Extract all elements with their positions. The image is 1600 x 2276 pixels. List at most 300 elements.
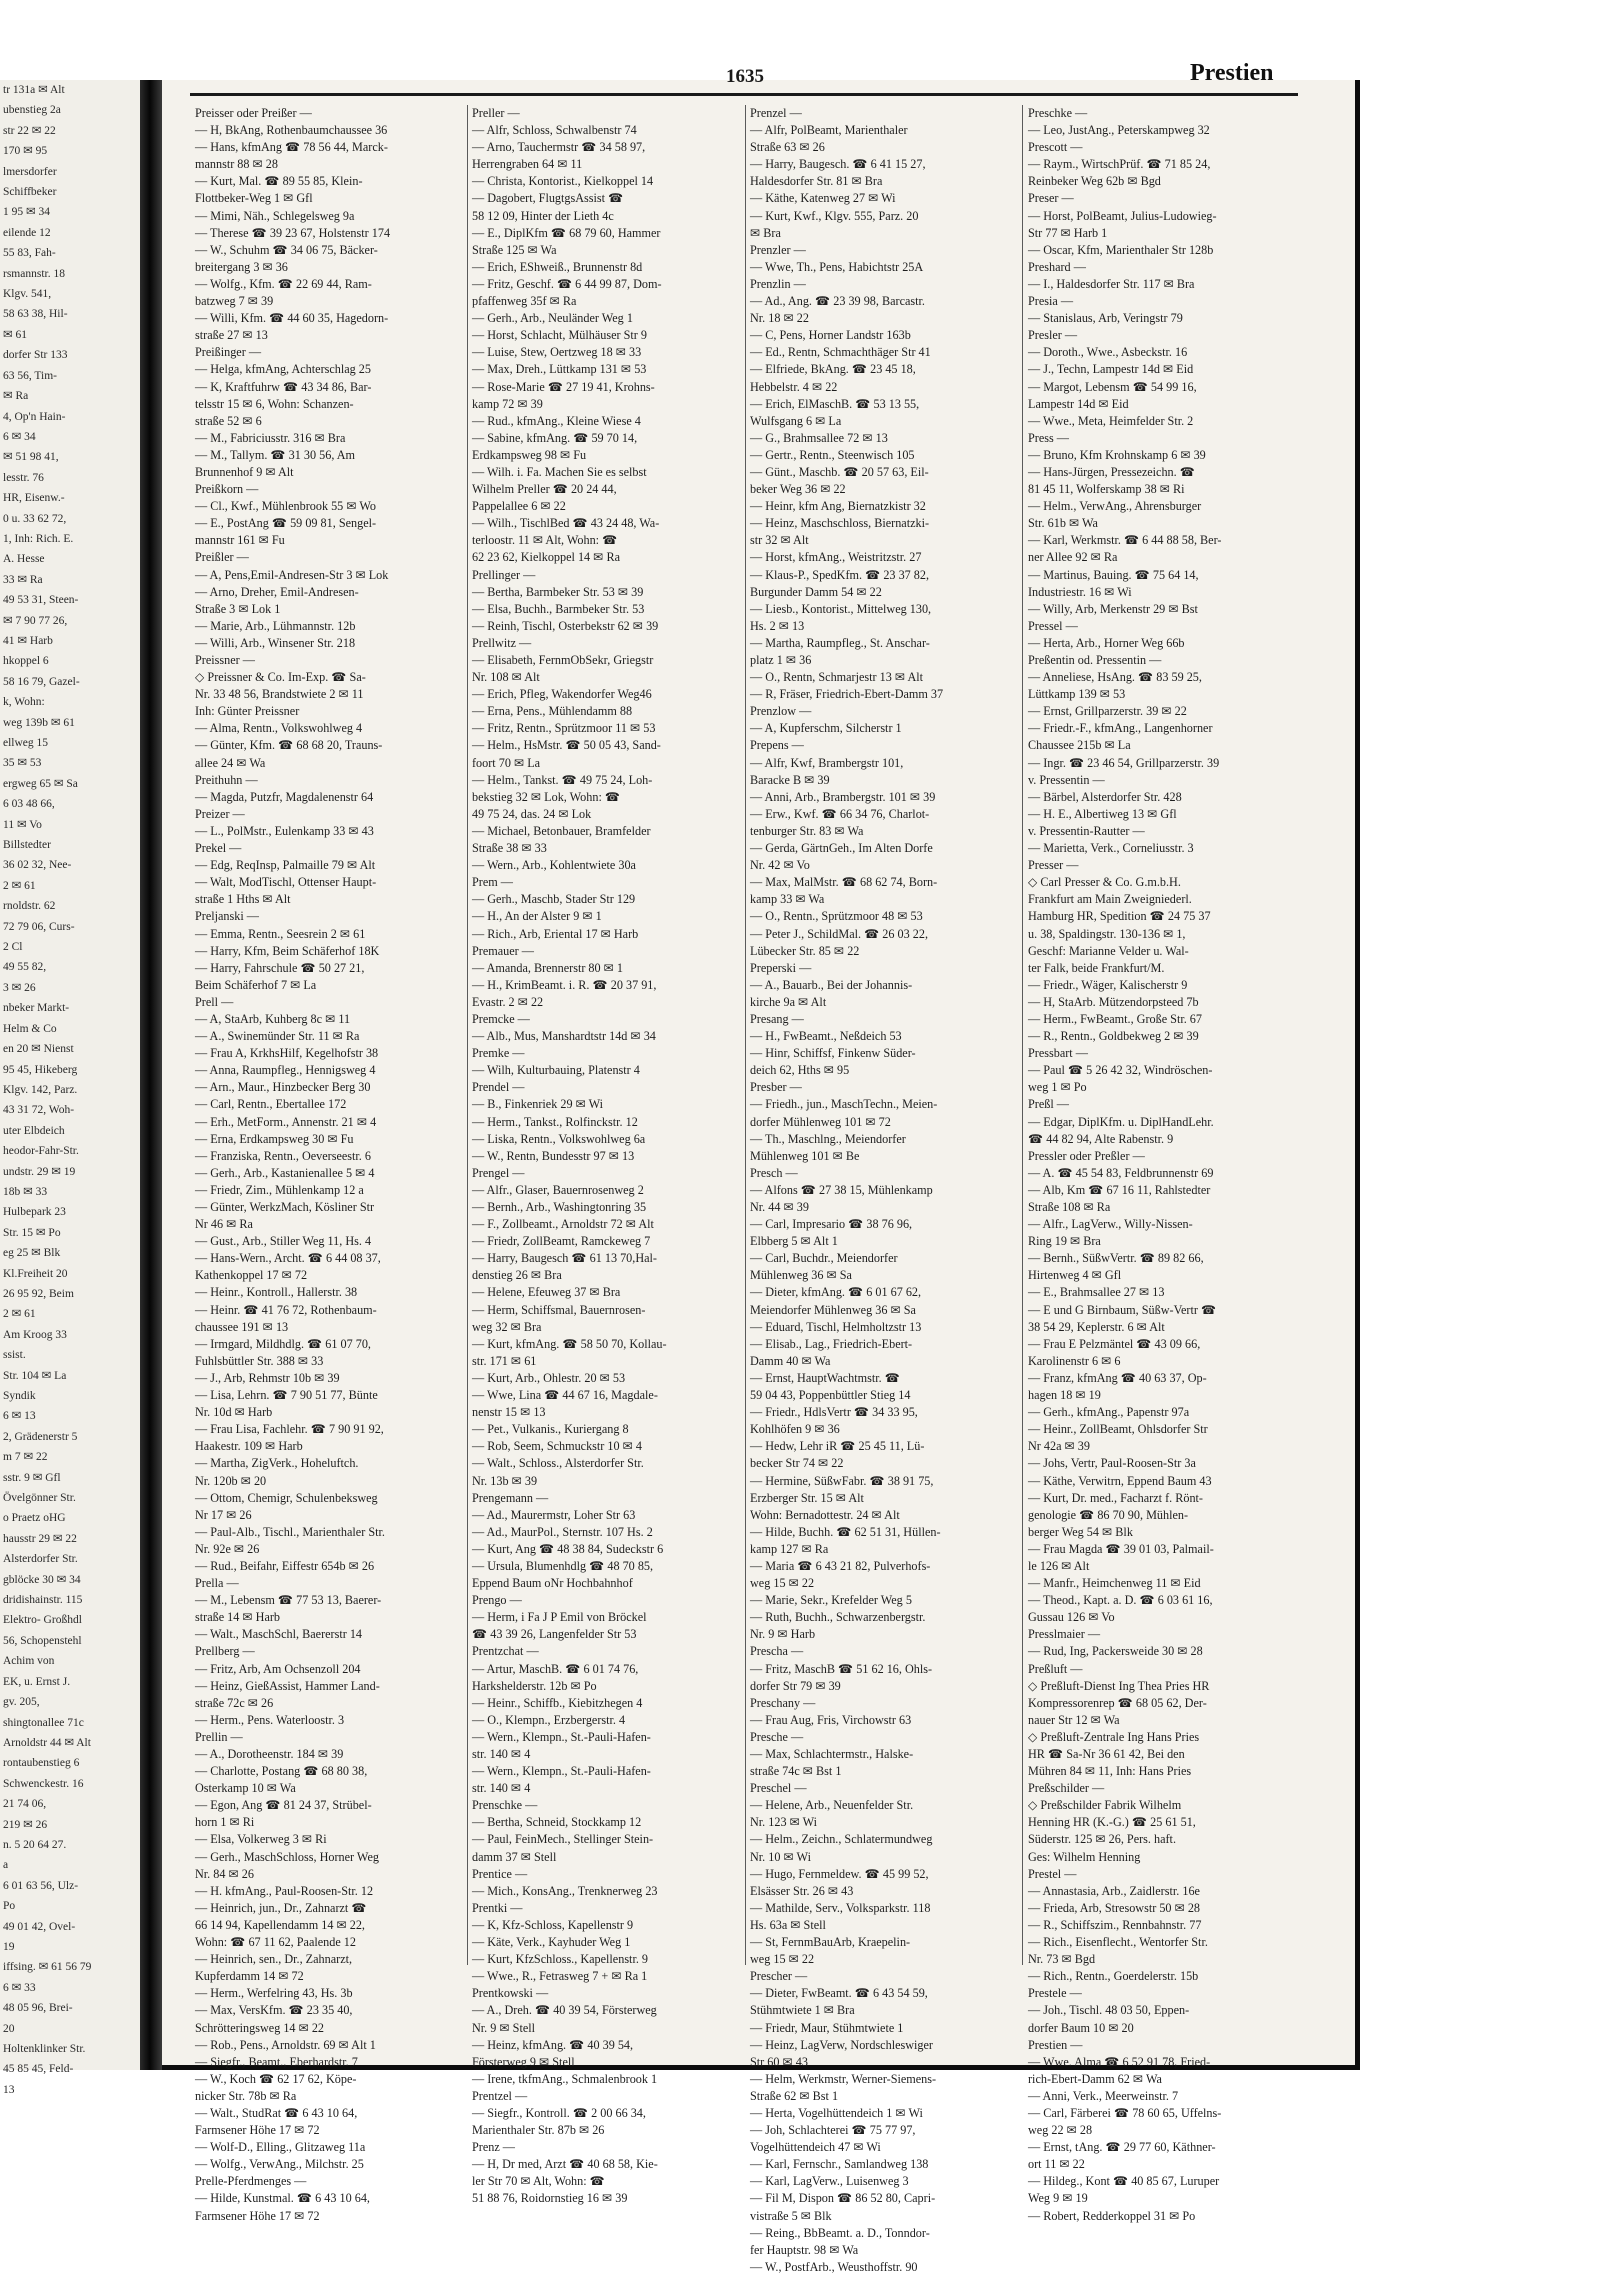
directory-entry-line: — Kurt, Arb., Ohlestr. 20 ✉ 53 [472,1370,626,1385]
directory-entry-line: — Paul-Alb., Tischl., Marienthaler Str. [195,1524,385,1539]
directory-entry-line: — Gertr., Rentn., Steenwisch 105 [750,447,915,462]
left-page-fragment: 49 53 31, Steen- [3,594,79,607]
directory-entry-line: Chaussee 215b ✉ La [1028,738,1131,753]
directory-entry-line: mannstr 161 ✉ Fu [195,533,285,548]
directory-entry-line: — Artur, MaschB. ☎ 6 01 74 76, [472,1661,639,1676]
directory-entry-line: Harkshelderstr. 12b ✉ Po [472,1678,597,1693]
directory-entry-line: — O., Rentn., Sprützmoor 48 ✉ 53 [750,909,923,924]
left-page-fragment: eg 25 ✉ Blk [3,1247,61,1260]
directory-entry-line: Reinbeker Weg 62b ✉ Bgd [1028,174,1161,189]
directory-entry-line: Preizer — [195,806,245,821]
directory-entry-line: — Marie, Arb., Lühmannstr. 12b [195,618,356,633]
directory-entry-line: — Anni, Arb., Brambergstr. 101 ✉ 39 [750,789,936,804]
directory-entry-line: — Wilh., TischlBed ☎ 43 24 48, Wa- [472,516,660,531]
left-page-fragment: Hulbepark 23 [3,1206,66,1219]
directory-entry-line: — Wwe, Lina ☎ 44 67 16, Magdale- [472,1388,658,1403]
left-page-fragment: 58 63 38, Hil- [3,308,68,321]
directory-entry-line: Burgunder Damm 54 ✉ 22 [750,584,882,599]
directory-entry-line: — Friedr, Zim., Mühlenkamp 12 a [195,1182,364,1197]
directory-entry-line: — Helm., Zeichn., Schlatermundweg [750,1832,933,1847]
directory-entry-line: Marienthaler Str. 87b ✉ 26 [472,2123,605,2138]
directory-entry-line: — Pet., Vulkanis., Kuriergang 8 [472,1422,629,1437]
directory-entry-line: Prenzel — [750,106,802,120]
directory-entry-line: tenburger Str. 83 ✉ Wa [750,823,864,838]
directory-entry-line: Lampestr 14d ✉ Eid [1028,396,1129,411]
left-page-fragment: 49 55 82, [3,961,47,974]
directory-entry-line: — Helm., Tankst. ☎ 49 75 24, Loh- [472,772,653,787]
directory-entry-line: — H, Dr med, Arzt ☎ 40 68 58, Kie- [472,2157,658,2172]
directory-entry-line: — Bernh., SüßwVertr. ☎ 89 82 66, [1028,1251,1204,1266]
left-page-fragment: Str. 15 ✉ Po [3,1226,61,1239]
directory-entry-line: — Erich, Pfleg, Wakendorfer Weg46 [472,687,652,702]
directory-entry-line: — Margot, Lebensm ☎ 54 99 16, [1028,379,1197,394]
directory-entry-line: — Alb., Mus, Manshardtstr 14d ✉ 34 [472,1029,656,1044]
column-divider [467,105,468,1965]
directory-entry-line: — Heinz, LagVerw, Nordschleswiger [750,2037,933,2052]
left-page-fragment: Kl.Freiheit 20 [3,1267,68,1280]
directory-entry-line: — Günter, Kfm. ☎ 68 68 20, Trauns- [195,738,383,753]
directory-entry-line: Karolinenstr 6 ✉ 6 [1028,1353,1121,1368]
directory-entry-line: Preperski — [750,960,812,975]
directory-entry-line: — Helene, Efeuweg 37 ✉ Bra [472,1285,621,1300]
directory-entry-line: Prescha — [750,1644,804,1659]
directory-entry-line: — O., Klempn., Erzbergerstr. 4 [472,1712,626,1727]
directory-entry-line: — Heinrich, sen., Dr., Zahnarzt, [195,1952,353,1967]
directory-entry-line: — R, Fräser, Friedrich-Ebert-Damm 37 [750,687,944,702]
directory-entry-line: — Klaus-P., SpedKfm. ☎ 23 37 82, [750,567,930,582]
directory-entry-line: — W., Schuhm ☎ 34 06 75, Bäcker- [195,242,378,257]
directory-entry-line: — Raym., WirtschPrüf. ☎ 71 85 24, [1028,157,1211,172]
directory-entry-line: Prengel — [472,1165,525,1180]
directory-entry-line: Wohn: Bernadottestr. 24 ✉ Alt [750,1507,900,1522]
directory-entry-line: — Martinus, Bauing. ☎ 75 64 14, [1028,567,1199,582]
directory-entry-line: Kohlhöfen 9 ✉ 36 [750,1422,840,1437]
directory-entry-line: ◇ Preßschilder Fabrik Wilhelm [1028,1798,1182,1813]
directory-entry-line: — Frau E Pelzmäntel ☎ 43 09 66, [1028,1336,1201,1351]
directory-entry-line: Pappelallee 6 ✉ 22 [472,499,566,514]
directory-entry-line: — Herm, Schiffsmal, Bauernrosen- [472,1302,646,1317]
left-page-fragment: Schwenckestr. 16 [3,1777,84,1790]
directory-entry-line: — Käte, Verk., Kayhuder Weg 1 [472,1935,631,1950]
directory-entry-line: Straße 62 ✉ Bst 1 [750,2088,839,2103]
left-page-fragment: 35 ✉ 53 [3,757,42,770]
directory-entry-line: Nr. 9 ✉ Harb [750,1627,816,1642]
directory-entry-line: Lübecker Str. 85 ✉ 22 [750,943,860,958]
directory-entry-line: Prentkowski — [472,1986,549,2001]
directory-entry-line: Nr. 92e ✉ 26 [195,1541,260,1556]
directory-entry-line: Nr. 9 ✉ Stell [472,2020,536,2035]
directory-entry-line: Prentice — [472,1866,528,1881]
directory-entry-line: Prekel — [195,841,242,856]
directory-entry-line: — Reinh, Tischl, Osterbekstr 62 ✉ 39 [472,618,659,633]
directory-entry-line: Prenzlow — [750,704,812,719]
directory-entry-line: — Heinz, Maschschloss, Biernatzki- [750,516,930,531]
directory-entry-line: — E und G Birnbaum, Süßw-Vertr ☎ [1028,1302,1217,1317]
directory-entry-line: straße 1 Hths ✉ Alt [195,892,291,907]
directory-entry-line: — Erich, ElMaschB. ☎ 53 13 55, [750,396,920,411]
left-page-fragment: 58 16 79, Gazel- [3,675,80,688]
directory-entry-line: — Erh., MetForm., Annenstr. 21 ✉ 4 [195,1114,377,1129]
left-page-fragment: 63 56, Tim- [3,369,58,382]
directory-entry-line: Nr. 44 ✉ 39 [750,1200,809,1214]
directory-entry-line: 49 75 24, das. 24 ✉ Lok [472,806,592,821]
left-page-fragment: ssist. [3,1349,26,1362]
directory-entry-line: — Kurt, Mal. ☎ 89 55 85, Klein- [195,174,363,189]
directory-entry-line: — Anni, Verk., Meerweinstr. 7 [1028,2088,1179,2103]
directory-entry-line: — Peter J., SchildMal. ☎ 26 03 22, [750,926,929,941]
directory-entry-line: — Elsa, Buchh., Barmbeker Str. 53 [472,601,645,616]
directory-entry-line: — Helm., VerwAng., Ahrensburger [1028,499,1202,514]
left-page-fragment: a [3,1859,9,1872]
directory-entry-line: — Johs, Vertr, Paul-Roosen-Str 3a [1028,1456,1196,1471]
directory-entry-line: — Lisa, Lehrn. ☎ 7 90 51 77, Bünte [195,1388,378,1403]
directory-entry-line: bekstieg 32 ✉ Lok, Wohn: ☎ [472,789,621,804]
directory-entry-line: — I., Haldesdorfer Str. 117 ✉ Bra [1028,276,1195,291]
directory-entry-line: — E., DiplKfm ☎ 68 79 60, Hammer [472,225,661,240]
directory-entry-line: — Walt., MaschSchl, Baererstr 14 [195,1627,363,1642]
directory-entry-line: Mühren 84 ✉ 11, Inh: Hans Pries [1028,1764,1192,1779]
directory-entry-line: nenstr 15 ✉ 13 [472,1405,546,1420]
left-page-fragment: 55 83, Fah- [3,247,56,260]
left-page-fragment: gblöcke 30 ✉ 34 [3,1573,81,1586]
directory-entry-line: kamp 127 ✉ Ra [750,1541,829,1556]
directory-entry-line: 59 04 43, Poppenbüttler Stieg 14 [750,1388,911,1403]
directory-entry-line: — H., FwBeamt., Neßdeich 53 [750,1029,902,1044]
directory-entry-line: — Christa, Kontorist., Kielkoppel 14 [472,174,654,189]
directory-entry-line: — Ad., MaurPol., Sternstr. 107 Hs. 2 [472,1524,653,1539]
directory-entry-line: Prellin — [195,1729,243,1744]
directory-entry-line: Haakestr. 109 ✉ Harb [195,1439,303,1454]
directory-entry-line: — Eduard, Tischl, Helmholtzstr 13 [750,1319,922,1334]
directory-entry-line: — Edgar, DiplKfm. u. DiplHandLehr. [1028,1114,1214,1129]
directory-entry-line: — Helm, Werkmstr, Werner-Siemens- [750,2071,937,2086]
directory-entry-line: — Max, VersKfm. ☎ 23 35 40, [195,2003,353,2018]
directory-entry-line: — Mich., KonsAng., Trenknerweg 23 [472,1883,658,1898]
directory-entry-line: — R., Rentn., Goldbekweg 2 ✉ 39 [1028,1029,1199,1044]
directory-entry-line: — Carl, Buchdr., Meiendorfer [750,1251,898,1266]
directory-entry-line: — Wilh, Kulturbauing, Platenstr 4 [472,1063,640,1078]
directory-entry-line: — Th., Maschlng., Meiendorfer [750,1131,906,1146]
directory-entry-line: — Martha, Raumpfleg., St. Anschar- [750,635,930,650]
directory-entry-line: — Walt, ModTischl, Ottenser Haupt- [195,875,377,890]
directory-entry-line: — Fritz, Arb, Am Ochsenzoll 204 [195,1661,361,1676]
directory-entry-line: — Heinr., Schiffb., Kiebitzhegen 4 [472,1695,643,1710]
directory-entry-line: — M., Lebensm ☎ 77 53 13, Baerer- [195,1593,382,1608]
left-page-fragment: 56, Schopenstehl [3,1634,82,1647]
directory-entry-line: Prellwitz — [472,635,532,650]
left-page-fragment: 2 Cl [3,941,23,954]
directory-entry-line: — A. ☎ 45 54 83, Feldbrunnenstr 69 [1028,1165,1214,1180]
directory-entry-line: batzweg 7 ✉ 39 [195,294,274,309]
directory-entry-line: ◇ Preßluft-Dienst Ing Thea Pries HR [1028,1678,1210,1693]
directory-entry-line: weg 32 ✉ Bra [472,1319,542,1334]
left-page-fragment: 26 95 92, Beim [3,1287,74,1300]
directory-entry-line: ☎ 43 39 26, Langenfelder Str 53 [472,1627,637,1642]
directory-entry-line: Nr. 10d ✉ Harb [195,1405,273,1420]
directory-entry-line: — W., Rentn, Bundesstr 97 ✉ 13 [472,1148,635,1163]
directory-entry-line: str 32 ✉ Alt [750,533,809,548]
directory-entry-line: Wilhelm Preller ☎ 20 24 44, [472,482,617,497]
directory-entry-line: — Frau Aug, Fris, Virchowstr 63 [750,1712,912,1727]
directory-entry-line: — Friedr., HdlsVertr ☎ 34 33 95, [750,1405,918,1420]
directory-entry-line: Str 77 ✉ Harb 1 [1028,225,1108,240]
directory-entry-line: — Fritz, Rentn., Sprützmoor 11 ✉ 53 [472,721,656,736]
directory-entry-line: Flottbeker-Weg 1 ✉ Gfl [195,191,313,206]
directory-entry-line: — Heinr., ZollBeamt, Ohlsdorfer Str [1028,1422,1208,1437]
directory-entry-line: — H, BkAng, Rothenbaumchaussee 36 [195,123,388,138]
directory-entry-line: — B., Finkenriek 29 ✉ Wi [472,1097,604,1112]
directory-entry-line: — Dagobert, FlugtgsAssist ☎ [472,191,624,206]
directory-entry-line: dorfer Str 79 ✉ 39 [750,1678,841,1693]
directory-entry-line: — Dieter, FwBeamt. ☎ 6 43 54 59, [750,1986,928,2001]
left-page-fragment: dorfer Str 133 [3,349,68,362]
directory-entry-line: — Willy, Arb, Merkenstr 29 ✉ Bst [1028,601,1198,616]
directory-entry-line: — A., Swinemünder Str. 11 ✉ Ra [195,1029,360,1044]
directory-entry-line: — A, Kupferschm, Silcherstr 1 [750,721,902,736]
directory-entry-line: Pressler oder Preßler — [1028,1148,1145,1163]
left-page-fragment: 13 [3,2083,15,2096]
directory-entry-line: — Horst, Schlacht, Mülhäuser Str 9 [472,328,648,343]
directory-entry-line: — Joh., Tischl. 48 03 50, Eppen- [1028,2003,1190,2018]
directory-entry-line: Beim Schäferhof 7 ✉ La [195,977,317,992]
directory-entry-line: — Erich, EShweiß., Brunnenstr 8d [472,259,643,274]
directory-entry-line: Presch — [750,1165,798,1180]
directory-entry-line: — Gerh., Maschb, Stader Str 129 [472,892,636,907]
directory-entry-line: — Paul, FeinMech., Stellinger Stein- [472,1832,654,1847]
directory-entry-line: — Liska, Rentn., Volkswohlweg 6a [472,1131,646,1146]
directory-entry-line: Preißler — [195,550,249,565]
left-page-fragment: Klgv. 142, Parz. [3,1083,78,1096]
directory-entry-line: — Kurt, Dr. med., Facharzt f. Rönt- [1028,1490,1203,1505]
directory-entry-line: — Rob, Seem, Schmuckstr 10 ✉ 4 [472,1439,642,1454]
left-page-fragment: ✉ 7 90 77 26, [3,614,68,627]
directory-entry-line: — W., PostfArb., Weusthoffstr. 90 [750,2259,918,2274]
directory-entry-line: Presler — [1028,328,1078,343]
directory-entry-line: — K, Kraftfuhrw ☎ 43 34 86, Bar- [195,379,372,394]
directory-entry-line: — Siegfr., Kontroll. ☎ 2 00 66 34, [472,2105,646,2120]
directory-entry-line: — Max, MalMstr. ☎ 68 62 74, Born- [750,875,938,890]
directory-entry-line: — Therese ☎ 39 23 67, Holstenstr 174 [195,225,391,240]
left-page-fragment: Billstedter [3,839,51,852]
directory-entry-line: — Wilh. i. Fa. Machen Sie es selbst [472,464,647,479]
directory-entry-line: — Helm., HsMstr. ☎ 50 05 43, Sand- [472,738,661,753]
directory-entry-line: Prengo — [472,1593,522,1608]
directory-entry-line: Prendel — [472,1080,525,1095]
directory-entry-line: str. 140 ✉ 4 [472,1781,531,1796]
left-page-fragment: 170 ✉ 95 [3,145,48,158]
left-page-fragment: 41 ✉ Harb [3,634,53,647]
directory-entry-line: 38 54 29, Keplerstr. 6 ✉ Alt [1028,1319,1165,1334]
directory-entry-line: — Ed., Rentn, Schmachthäger Str 41 [750,345,931,360]
directory-entry-line: Nr. 123 ✉ Wi [750,1815,818,1830]
directory-entry-line: Preshard — [1028,259,1086,274]
directory-entry-line: — Arn., Maur., Hinzbecker Berg 30 [195,1080,371,1095]
left-page-fragment: weg 139b ✉ 61 [3,716,75,729]
directory-entry-line: — W., Koch ☎ 62 17 62, Köpe- [195,2071,357,2086]
directory-entry-line: — Sabine, kfmAng. ☎ 59 70 14, [472,430,638,445]
directory-entry-line: weg 15 ✉ 22 [750,1952,815,1967]
left-page-fragment: Schiffbeker [3,186,57,199]
directory-entry-line: — Kurt, Kwf., Klgv. 555, Parz. 20 [750,208,919,223]
directory-entry-line: — Elisabeth, FernmObSekr, Griegstr [472,653,654,667]
directory-entry-line: Baracke B ✉ 39 [750,772,830,787]
directory-entry-line: ◇ Preßluft-Zentrale Ing Hans Pries [1028,1729,1200,1744]
directory-entry-line: Straße 125 ✉ Wa [472,242,557,257]
directory-entry-line: — Rud., Beifahr, Eiffestr 654b ✉ 26 [195,1558,375,1573]
left-page-fragment: 6 03 48 66, [3,798,55,811]
directory-entry-line: Gussau 126 ✉ Vo [1028,1610,1115,1625]
directory-entry-line: str. 140 ✉ 4 [472,1747,531,1761]
directory-entry-line: — Kurt, KfzSchloss., Kapellenstr. 9 [472,1952,649,1967]
directory-entry-line: — Hedw, Lehr iR ☎ 25 45 11, Lü- [750,1439,925,1454]
directory-entry-line: — Gerh., Arb., Neuländer Weg 1 [472,311,633,326]
directory-entry-line: — Herta, Arb., Horner Weg 66b [1028,635,1185,650]
directory-entry-line: — Gerh., kfmAng., Papenstr 97a [1028,1405,1190,1420]
directory-entry-line: — Karl, LagVerw., Luisenweg 3 [750,2174,909,2189]
left-page-fragment: gv. 205, [3,1696,40,1709]
directory-entry-line: — Herm., Pens. Waterloostr. 3 [195,1712,345,1727]
directory-entry-line: — Hilde, Kunstmal. ☎ 6 43 10 64, [195,2191,370,2206]
directory-entry-line: Vogelhüttendeich 47 ✉ Wi [750,2140,881,2155]
directory-entry-line: Kupferdamm 14 ✉ 72 [195,1969,304,1984]
directory-entry-line: — Fritz, MaschB ☎ 51 62 16, Ohls- [750,1661,933,1676]
left-page-fragment: Po [3,1900,16,1913]
directory-entry-line: Nr. 73 ✉ Bgd [1028,1952,1096,1967]
directory-entry-line: — Oscar, Kfm, Marienthaler Str 128b [1028,242,1214,257]
directory-entry-line: — Liesb., Kontorist., Mittelweg 130, [750,601,932,616]
directory-entry-line: — Hans, kfmAng ☎ 78 56 44, Marck- [195,140,388,155]
directory-entry-line: — O., Rentn, Schmarjestr 13 ✉ Alt [750,670,924,685]
directory-entry-line: — Charlotte, Postang ☎ 68 80 38, [195,1764,368,1779]
left-page-fragment: 33 ✉ Ra [3,573,43,586]
left-page-fragment: 48 05 96, Brei- [3,2002,73,2015]
directory-entry-line: — Heinz, GießAssist, Hammer Land- [195,1678,380,1693]
directory-entry-line: dorfer Mühlenweg 101 ✉ 72 [750,1114,891,1129]
left-page-fragment: rsmannstr. 18 [3,267,65,280]
directory-entry-line: — Helga, kfmAng, Achterschlag 25 [195,362,371,377]
directory-entry-line: — Ottom, Chemigr, Schulenbeksweg [195,1490,378,1505]
directory-entry-line: weg 15 ✉ 22 [750,1576,815,1591]
directory-entry-line: Presche — [750,1729,804,1744]
left-page-fragment: 6 ✉ 33 [3,1981,36,1994]
directory-entry-line: — H. E., Albertiweg 13 ✉ Gfl [1028,806,1177,821]
directory-entry-line: — Wern., Arb., Kohlentwiete 30a [472,858,636,873]
directory-entry-line: — Bernh., Arb., Washingtonring 35 [472,1200,647,1214]
directory-entry-line: Prentki — [472,1900,523,1915]
left-page-fragment: EK, u. Ernst J. [3,1675,71,1688]
directory-entry-line: — Irmgard, Mildhdlg. ☎ 61 07 70, [195,1336,371,1351]
directory-entry-line: — St, FernmBauArb, Kraepelin- [750,1935,911,1950]
directory-entry-line: Preljanski — [195,909,259,924]
directory-entry-line: — Rose-Marie ☎ 27 19 41, Krohns- [472,379,655,394]
directory-entry-line: — Carl, Impresario ☎ 38 76 96, [750,1217,913,1232]
directory-entry-line: str. 171 ✉ 61 [472,1353,537,1368]
directory-entry-line: Försterweg 9 ✉ Stell [472,2054,575,2069]
directory-entry-line: — Frau Magda ☎ 39 01 03, Palmail- [1028,1541,1214,1556]
directory-entry-line: Hebbelstr. 4 ✉ 22 [750,379,838,394]
directory-entry-line: Prentzel — [472,2088,528,2103]
directory-entry-line: — Frau Lisa, Fachlehr. ☎ 7 90 91 92, [195,1422,384,1437]
directory-entry-line: — Manfr., Heimchenweg 11 ✉ Eid [1028,1576,1201,1591]
directory-entry-line: — Heinz, kfmAng. ☎ 40 39 54, [472,2037,634,2052]
left-page-fragment: heodor-Fahr-Str. [3,1145,79,1158]
directory-entry-line: Haldesdorfer Str. 81 ✉ Bra [750,174,883,189]
directory-entry-line: Elbberg 5 ✉ Alt 1 [750,1234,838,1249]
directory-entry-line: terloostr. 11 ✉ Alt, Wohn: ☎ [472,533,618,548]
directory-entry-line: — Kurt, Ang ☎ 48 38 84, Sudeckstr 6 [472,1541,664,1556]
directory-entry-line: — Ernst, Grillparzerstr. 39 ✉ 22 [1028,704,1187,719]
directory-entry-line: — Horst, kfmAng., Weistritzstr. 27 [750,550,922,565]
left-page-fragment: ergweg 65 ✉ Sa [3,777,78,790]
left-page-fragment: hausstr 29 ✉ 22 [3,1532,77,1545]
directory-entry-line: Preisser oder Preißer — [195,106,312,120]
directory-entry-line: telsstr 15 ✉ 6, Wohn: Schanzen- [195,396,354,411]
directory-entry-line: — Gerh., MaschSchloss, Horner Weg [195,1849,379,1864]
left-page-fragment: 95 45, Hikeberg [3,1063,78,1076]
directory-entry-line: Farmsener Höhe 17 ✉ 72 [195,2123,320,2138]
directory-entry-line: — Friedr, ZollBeamt, Ramckeweg 7 [472,1234,651,1249]
directory-entry-line: — Maria ☎ 6 43 21 82, Pulverhofs- [750,1558,931,1573]
directory-entry-line: Meiendorfer Mühlenweg 36 ✉ Sa [750,1302,916,1317]
left-page-fragment: Arnoldstr 44 ✉ Alt [3,1736,91,1749]
directory-entry-line: — Walt., StudRat ☎ 6 43 10 64, [195,2105,358,2120]
directory-entry-line: Mühlenweg 36 ✉ Sa [750,1268,852,1283]
directory-entry-line: Prestele — [1028,1986,1082,2001]
directory-entry-line: — Magda, Putzfr, Magdalenenstr 64 [195,789,374,804]
directory-entry-line: Erdkampsweg 98 ✉ Fu [472,447,587,462]
directory-entry-line: — A., Dorotheenstr. 184 ✉ 39 [195,1747,344,1761]
directory-entry-line: Press — [1028,430,1069,445]
left-page-fragment: Elektro- Großhdl [3,1614,82,1627]
directory-entry-line: 81 45 11, Wolferskamp 38 ✉ Ri [1028,482,1185,497]
directory-entry-line: Nr. 13b ✉ 39 [472,1473,538,1488]
directory-entry-line: kirche 9a ✉ Alt [750,994,827,1009]
directory-entry-line: — Elsa, Volkerweg 3 ✉ Ri [195,1832,327,1847]
directory-entry-line: — Carl, Rentn., Ebertallee 172 [195,1097,347,1112]
directory-entry-line: Brunnenhof 9 ✉ Alt [195,464,294,479]
directory-entry-line: Ring 19 ✉ Bra [1028,1234,1101,1249]
left-page-fragment: 45 85 45, Feld- [3,2063,74,2076]
directory-entry-line: — Bruno, Kfm Krohnskamp 6 ✉ 39 [1028,447,1206,462]
directory-entry-line: Straße 63 ✉ 26 [750,140,825,155]
directory-entry-line: — Frieda, Arb, Stresowstr 50 ✉ 28 [1028,1900,1201,1915]
directory-entry-line: — Herm., FwBeamt., Große Str. 67 [1028,1011,1202,1026]
directory-entry-line: Prelle-Pferdmenges — [195,2174,307,2189]
directory-entry-line: — Max, Dreh., Lüttkamp 131 ✉ 53 [472,362,647,377]
directory-entry-line: — Marie, Sekr., Krefelder Weg 5 [750,1593,912,1608]
left-page-fragment: 2, Grädenerstr 5 [3,1430,78,1443]
directory-entry-line: Straße 108 ✉ Ra [1028,1200,1111,1214]
directory-entry-line: — Herm., Werfelring 43, Hs. 3b [195,1986,353,2001]
directory-entry-line: — Hildeg., Kont ☎ 40 85 67, Luruper [1028,2174,1220,2189]
directory-entry-line: — Günter, WerkzMach, Kösliner Str [195,1200,375,1214]
left-page-fragment: ubenstieg 2a [3,104,61,117]
directory-entry-line: — Hugo, Fernmeldew. ☎ 45 99 52, [750,1866,929,1881]
left-page-fragment: tr 131a ✉ Alt [3,84,65,96]
left-page-fragment: HR, Eisenw.- [3,492,65,505]
left-page-fragment: Str. 104 ✉ La [3,1369,67,1382]
left-page-fragment: ✉ 61 [3,328,28,341]
directory-entry-line: — Cl., Kwf., Mühlenbrook 55 ✉ Wo [195,499,376,514]
directory-entry-line: becker Str 74 ✉ 22 [750,1456,844,1471]
directory-entry-line: Premke — [472,1046,525,1061]
left-page-fragment: 18b ✉ 33 [3,1185,48,1198]
directory-entry-line: v. Pressentin-Rautter — [1028,823,1145,838]
directory-entry-line: u. 38, Spaldingstr. 130-136 ✉ 1, [1028,926,1186,941]
directory-entry-line: — Heinr., Kontroll., Hallerstr. 38 [195,1285,358,1300]
directory-entry-line: Prentzchat — [472,1644,539,1659]
directory-entry-line: — Luise, Stew, Oertzweg 18 ✉ 33 [472,345,642,360]
